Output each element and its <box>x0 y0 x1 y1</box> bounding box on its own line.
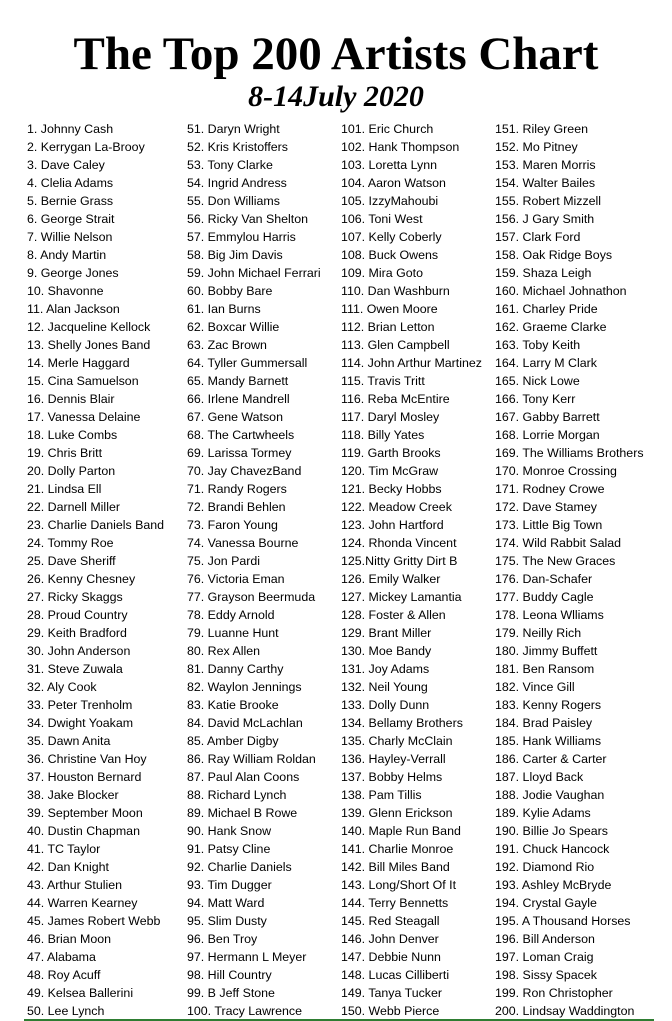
ranking-entry: 72. Brandi Behlen <box>187 500 286 514</box>
ranking-entry: 45. James Robert Webb <box>27 914 161 928</box>
ranking-entry: 9. George Jones <box>27 266 119 280</box>
ranking-entry: 121. Becky Hobbs <box>341 482 442 496</box>
ranking-entry: 107. Kelly Coberly <box>341 230 442 244</box>
ranking-entry: 154. Walter Bailes <box>495 176 596 190</box>
ranking-entry: 146. John Denver <box>341 932 439 946</box>
ranking-entry: 190. Billie Jo Spears <box>495 824 608 838</box>
ranking-entry: 161. Charley Pride <box>495 302 598 316</box>
ranking-entry: 164. Larry M Clark <box>495 356 597 370</box>
ranking-entry: 147. Debbie Nunn <box>341 950 441 964</box>
ranking-entry: 70. Jay ChavezBand <box>187 464 302 478</box>
ranking-entry: 129. Brant Miller <box>341 626 432 640</box>
ranking-entry: 4. Clelia Adams <box>27 176 114 190</box>
ranking-entry: 62. Boxcar Willie <box>187 320 280 334</box>
ranking-entry: 194. Crystal Gayle <box>495 896 597 910</box>
ranking-entry: 12. Jacqueline Kellock <box>27 320 151 334</box>
ranking-entry: 155. Robert Mizzell <box>495 194 602 208</box>
ranking-entry: 159. Shaza Leigh <box>495 266 592 280</box>
ranking-entry: 90. Hank Snow <box>187 824 272 838</box>
ranking-entry: 189. Kylie Adams <box>495 806 591 820</box>
chart-week-date: 8-14July 2020 <box>248 80 424 113</box>
ranking-entry: 57. Emmylou Harris <box>187 230 296 244</box>
ranking-entry: 113. Glen Campbell <box>341 338 450 352</box>
ranking-entry: 60. Bobby Bare <box>187 284 273 298</box>
ranking-entry: 47. Alabama <box>27 950 96 964</box>
ranking-entry: 118. Billy Yates <box>341 428 425 442</box>
ranking-entry: 7. Willie Nelson <box>27 230 113 244</box>
ranking-entry: 58. Big Jim Davis <box>187 248 283 262</box>
ranking-entry: 119. Garth Brooks <box>341 446 441 460</box>
ranking-entry: 179. Neilly Rich <box>495 626 582 640</box>
ranking-entry: 141. Charlie Monroe <box>341 842 454 856</box>
ranking-entry: 6. George Strait <box>27 212 115 226</box>
ranking-entry: 52. Kris Kristoffers <box>187 140 288 154</box>
ranking-entry: 10. Shavonne <box>27 284 104 298</box>
ranking-entry: 126. Emily Walker <box>341 572 441 586</box>
ranking-entry: 125.Nitty Gritty Dirt B <box>341 554 458 568</box>
ranking-entry: 5. Bernie Grass <box>27 194 114 208</box>
ranking-entry: 74. Vanessa Bourne <box>187 536 299 550</box>
ranking-entry: 18. Luke Combs <box>27 428 118 442</box>
ranking-entry: 13. Shelly Jones Band <box>27 338 151 352</box>
ranking-entry: 112. Brian Letton <box>341 320 435 334</box>
ranking-entry: 75. Jon Pardi <box>187 554 261 568</box>
ranking-entry: 122. Meadow Creek <box>341 500 452 514</box>
ranking-entry: 39. September Moon <box>27 806 143 820</box>
ranking-entry: 176. Dan-Schafer <box>495 572 593 586</box>
ranking-entry: 186. Carter & Carter <box>495 752 607 766</box>
ranking-entry: 130. Moe Bandy <box>341 644 432 658</box>
ranking-entry: 29. Keith Bradford <box>27 626 127 640</box>
ranking-entry: 14. Merle Haggard <box>27 356 130 370</box>
ranking-entry: 150. Webb Pierce <box>341 1004 440 1018</box>
ranking-entry: 34. Dwight Yoakam <box>27 716 134 730</box>
ranking-entry: 111. Owen Moore <box>341 302 438 316</box>
ranking-entry: 44. Warren Kearney <box>27 896 138 910</box>
ranking-entry: 163. Toby Keith <box>495 338 581 352</box>
ranking-entry: 24. Tommy Roe <box>27 536 114 550</box>
ranking-entry: 175. The New Graces <box>495 554 616 568</box>
ranking-entry: 19. Chris Britt <box>27 446 103 460</box>
ranking-entry: 56. Ricky Van Shelton <box>187 212 308 226</box>
ranking-entry: 1. Johnny Cash <box>27 122 114 136</box>
ranking-entry: 117. Daryl Mosley <box>341 410 440 424</box>
ranking-entry: 162. Graeme Clarke <box>495 320 607 334</box>
ranking-entry: 43. Arthur Stulien <box>27 878 123 892</box>
ranking-entry: 77. Grayson Beermuda <box>187 590 316 604</box>
ranking-entry: 100. Tracy Lawrence <box>187 1004 303 1018</box>
ranking-entry: 16. Dennis Blair <box>27 392 115 406</box>
ranking-entry: 114. John Arthur Martinez <box>341 356 482 370</box>
ranking-entry: 73. Faron Young <box>187 518 278 532</box>
ranking-entry: 66. Irlene Mandrell <box>187 392 290 406</box>
ranking-entry: 3. Dave Caley <box>27 158 105 172</box>
ranking-entry: 171. Rodney Crowe <box>495 482 605 496</box>
ranking-entry: 104. Aaron Watson <box>341 176 446 190</box>
ranking-entry: 152. Mo Pitney <box>495 140 578 154</box>
ranking-entry: 180. Jimmy Buffett <box>495 644 598 658</box>
ranking-entry: 86. Ray William Roldan <box>187 752 316 766</box>
ranking-entry: 2. Kerrygan La-Brooy <box>27 140 145 154</box>
chart-title: The Top 200 Artists Chart <box>73 28 599 80</box>
ranking-entry: 158. Oak Ridge Boys <box>495 248 613 262</box>
ranking-entry: 132. Neil Young <box>341 680 428 694</box>
ranking-entry: 137. Bobby Helms <box>341 770 443 784</box>
ranking-entry: 78. Eddy Arnold <box>187 608 275 622</box>
ranking-entry: 22. Darnell Miller <box>27 500 120 514</box>
ranking-entry: 41. TC Taylor <box>27 842 101 856</box>
ranking-entry: 124. Rhonda Vincent <box>341 536 457 550</box>
artist-ranking-columns <box>0 120 672 1020</box>
ranking-entry: 25. Dave Sheriff <box>27 554 116 568</box>
ranking-entry: 173. Little Big Town <box>495 518 603 532</box>
ranking-entry: 197. Loman Craig <box>495 950 594 964</box>
ranking-entry: 184. Brad Paisley <box>495 716 593 730</box>
ranking-entry: 140. Maple Run Band <box>341 824 461 838</box>
ranking-entry: 54. Ingrid Andress <box>187 176 287 190</box>
ranking-entry: 182. Vince Gill <box>495 680 575 694</box>
ranking-entry: 20. Dolly Parton <box>27 464 116 478</box>
ranking-entry: 11. Alan Jackson <box>27 302 120 316</box>
ranking-entry: 79. Luanne Hunt <box>187 626 279 640</box>
ranking-entry: 80. Rex Allen <box>187 644 261 658</box>
ranking-entry: 185. Hank Williams <box>495 734 602 748</box>
ranking-entry: 193. Ashley McBryde <box>495 878 612 892</box>
ranking-entry: 109. Mira Goto <box>341 266 423 280</box>
ranking-entry: 156. J Gary Smith <box>495 212 595 226</box>
ranking-entry: 101. Eric Church <box>341 122 434 136</box>
ranking-entry: 177. Buddy Cagle <box>495 590 594 604</box>
ranking-entry: 67. Gene Watson <box>187 410 283 424</box>
ranking-entry: 94. Matt Ward <box>187 896 265 910</box>
ranking-entry: 98. Hill Country <box>187 968 272 982</box>
ranking-entry: 167. Gabby Barrett <box>495 410 600 424</box>
ranking-entry: 50. Lee Lynch <box>27 1004 105 1018</box>
ranking-entry: 200. Lindsay Waddington <box>495 1004 635 1018</box>
ranking-entry: 95. Slim Dusty <box>187 914 267 928</box>
ranking-entry: 92. Charlie Daniels <box>187 860 292 874</box>
ranking-entry: 36. Christine Van Hoy <box>27 752 147 766</box>
ranking-entry: 108. Buck Owens <box>341 248 439 262</box>
ranking-entry: 183. Kenny Rogers <box>495 698 602 712</box>
ranking-entry: 59. John Michael Ferrari <box>187 266 321 280</box>
ranking-entry: 116. Reba McEntire <box>341 392 450 406</box>
ranking-entry: 30. John Anderson <box>27 644 131 658</box>
ranking-entry: 32. Aly Cook <box>27 680 97 694</box>
ranking-entry: 157. Clark Ford <box>495 230 581 244</box>
ranking-entry: 64. Tyller Gummersall <box>187 356 308 370</box>
ranking-column-3 <box>341 120 482 1020</box>
ranking-entry: 139. Glenn Erickson <box>341 806 453 820</box>
ranking-entry: 133. Dolly Dunn <box>341 698 430 712</box>
ranking-entry: 192. Diamond Rio <box>495 860 595 874</box>
ranking-entry: 170. Monroe Crossing <box>495 464 617 478</box>
ranking-entry: 55. Don Williams <box>187 194 280 208</box>
ranking-entry: 63. Zac Brown <box>187 338 267 352</box>
ranking-entry: 26. Kenny Chesney <box>27 572 136 586</box>
ranking-entry: 76. Victoria Eman <box>187 572 285 586</box>
ranking-entry: 106. Toni West <box>341 212 423 226</box>
ranking-entry: 61. Ian Burns <box>187 302 261 316</box>
ranking-entry: 31. Steve Zuwala <box>27 662 123 676</box>
ranking-entry: 37. Houston Bernard <box>27 770 142 784</box>
ranking-entry: 144. Terry Bennetts <box>341 896 449 910</box>
ranking-entry: 33. Peter Trenholm <box>27 698 133 712</box>
ranking-column-4 <box>495 120 644 1020</box>
ranking-entry: 199. Ron Christopher <box>495 986 613 1000</box>
ranking-entry: 168. Lorrie Morgan <box>495 428 600 442</box>
ranking-entry: 21. Lindsa Ell <box>27 482 102 496</box>
ranking-entry: 35. Dawn Anita <box>27 734 111 748</box>
ranking-entry: 28. Proud Country <box>27 608 128 622</box>
ranking-entry: 123. John Hartford <box>341 518 444 532</box>
ranking-entry: 40. Dustin Chapman <box>27 824 140 838</box>
ranking-entry: 134. Bellamy Brothers <box>341 716 463 730</box>
ranking-entry: 85. Amber Digby <box>187 734 279 748</box>
ranking-entry: 42. Dan Knight <box>27 860 109 874</box>
ranking-entry: 68. The Cartwheels <box>187 428 295 442</box>
ranking-entry: 99. B Jeff Stone <box>187 986 275 1000</box>
ranking-entry: 169. The Williams Brothers <box>495 446 644 460</box>
ranking-column-1 <box>27 120 164 1020</box>
ranking-entry: 69. Larissa Tormey <box>187 446 292 460</box>
ranking-entry: 51. Daryn Wright <box>187 122 280 136</box>
ranking-entry: 48. Roy Acuff <box>27 968 101 982</box>
ranking-entry: 174. Wild Rabbit Salad <box>495 536 622 550</box>
ranking-entry: 97. Hermann L Meyer <box>187 950 307 964</box>
ranking-column-2 <box>187 120 321 1020</box>
ranking-entry: 191. Chuck Hancock <box>495 842 610 856</box>
ranking-entry: 172. Dave Stamey <box>495 500 597 514</box>
ranking-entry: 148. Lucas Cilliberti <box>341 968 450 982</box>
ranking-entry: 65. Mandy Barnett <box>187 374 289 388</box>
ranking-entry: 195. A Thousand Horses <box>495 914 631 928</box>
ranking-entry: 96. Ben Troy <box>187 932 258 946</box>
ranking-entry: 84. David McLachlan <box>187 716 303 730</box>
ranking-entry: 105. IzzyMahoubi <box>341 194 439 208</box>
ranking-entry: 131. Joy Adams <box>341 662 430 676</box>
ranking-entry: 181. Ben Ransom <box>495 662 595 676</box>
ranking-entry: 81. Danny Carthy <box>187 662 284 676</box>
ranking-entry: 136. Hayley-Verrall <box>341 752 446 766</box>
ranking-entry: 178. Leona Wlliams <box>495 608 604 622</box>
ranking-entry: 23. Charlie Daniels Band <box>27 518 165 532</box>
ranking-entry: 102. Hank Thompson <box>341 140 460 154</box>
ranking-entry: 110. Dan Washburn <box>341 284 450 298</box>
ranking-entry: 135. Charly McClain <box>341 734 453 748</box>
ranking-entry: 27. Ricky Skaggs <box>27 590 123 604</box>
ranking-entry: 8. Andy Martin <box>27 248 107 262</box>
ranking-entry: 15. Cina Samuelson <box>27 374 139 388</box>
ranking-entry: 89. Michael B Rowe <box>187 806 298 820</box>
ranking-entry: 145. Red Steagall <box>341 914 440 928</box>
ranking-entry: 160. Michael Johnathon <box>495 284 627 298</box>
ranking-entry: 93. Tim Dugger <box>187 878 272 892</box>
ranking-entry: 143. Long/Short Of It <box>341 878 457 892</box>
ranking-entry: 46. Brian Moon <box>27 932 112 946</box>
ranking-entry: 127. Mickey Lamantia <box>341 590 462 604</box>
ranking-entry: 128. Foster & Allen <box>341 608 446 622</box>
ranking-entry: 49. Kelsea Ballerini <box>27 986 134 1000</box>
ranking-entry: 198. Sissy Spacek <box>495 968 597 982</box>
ranking-entry: 53. Tony Clarke <box>187 158 273 172</box>
ranking-entry: 115. Travis Tritt <box>341 374 425 388</box>
ranking-entry: 165. Nick Lowe <box>495 374 580 388</box>
ranking-entry: 187. Lloyd Back <box>495 770 584 784</box>
ranking-entry: 120. Tim McGraw <box>341 464 439 478</box>
ranking-entry: 87. Paul Alan Coons <box>187 770 300 784</box>
ranking-entry: 166. Tony Kerr <box>495 392 576 406</box>
ranking-entry: 149. Tanya Tucker <box>341 986 443 1000</box>
ranking-entry: 153. Maren Morris <box>495 158 596 172</box>
ranking-entry: 103. Loretta Lynn <box>341 158 437 172</box>
ranking-entry: 88. Richard Lynch <box>187 788 287 802</box>
ranking-entry: 17. Vanessa Delaine <box>27 410 141 424</box>
ranking-entry: 82. Waylon Jennings <box>187 680 302 694</box>
ranking-entry: 151. Riley Green <box>495 122 588 136</box>
ranking-entry: 71. Randy Rogers <box>187 482 287 496</box>
ranking-entry: 196. Bill Anderson <box>495 932 595 946</box>
ranking-entry: 83. Katie Brooke <box>187 698 279 712</box>
ranking-entry: 91. Patsy Cline <box>187 842 271 856</box>
ranking-entry: 188. Jodie Vaughan <box>495 788 605 802</box>
ranking-entry: 38. Jake Blocker <box>27 788 119 802</box>
ranking-entry: 142. Bill Miles Band <box>341 860 450 874</box>
ranking-entry: 138. Pam Tillis <box>341 788 422 802</box>
